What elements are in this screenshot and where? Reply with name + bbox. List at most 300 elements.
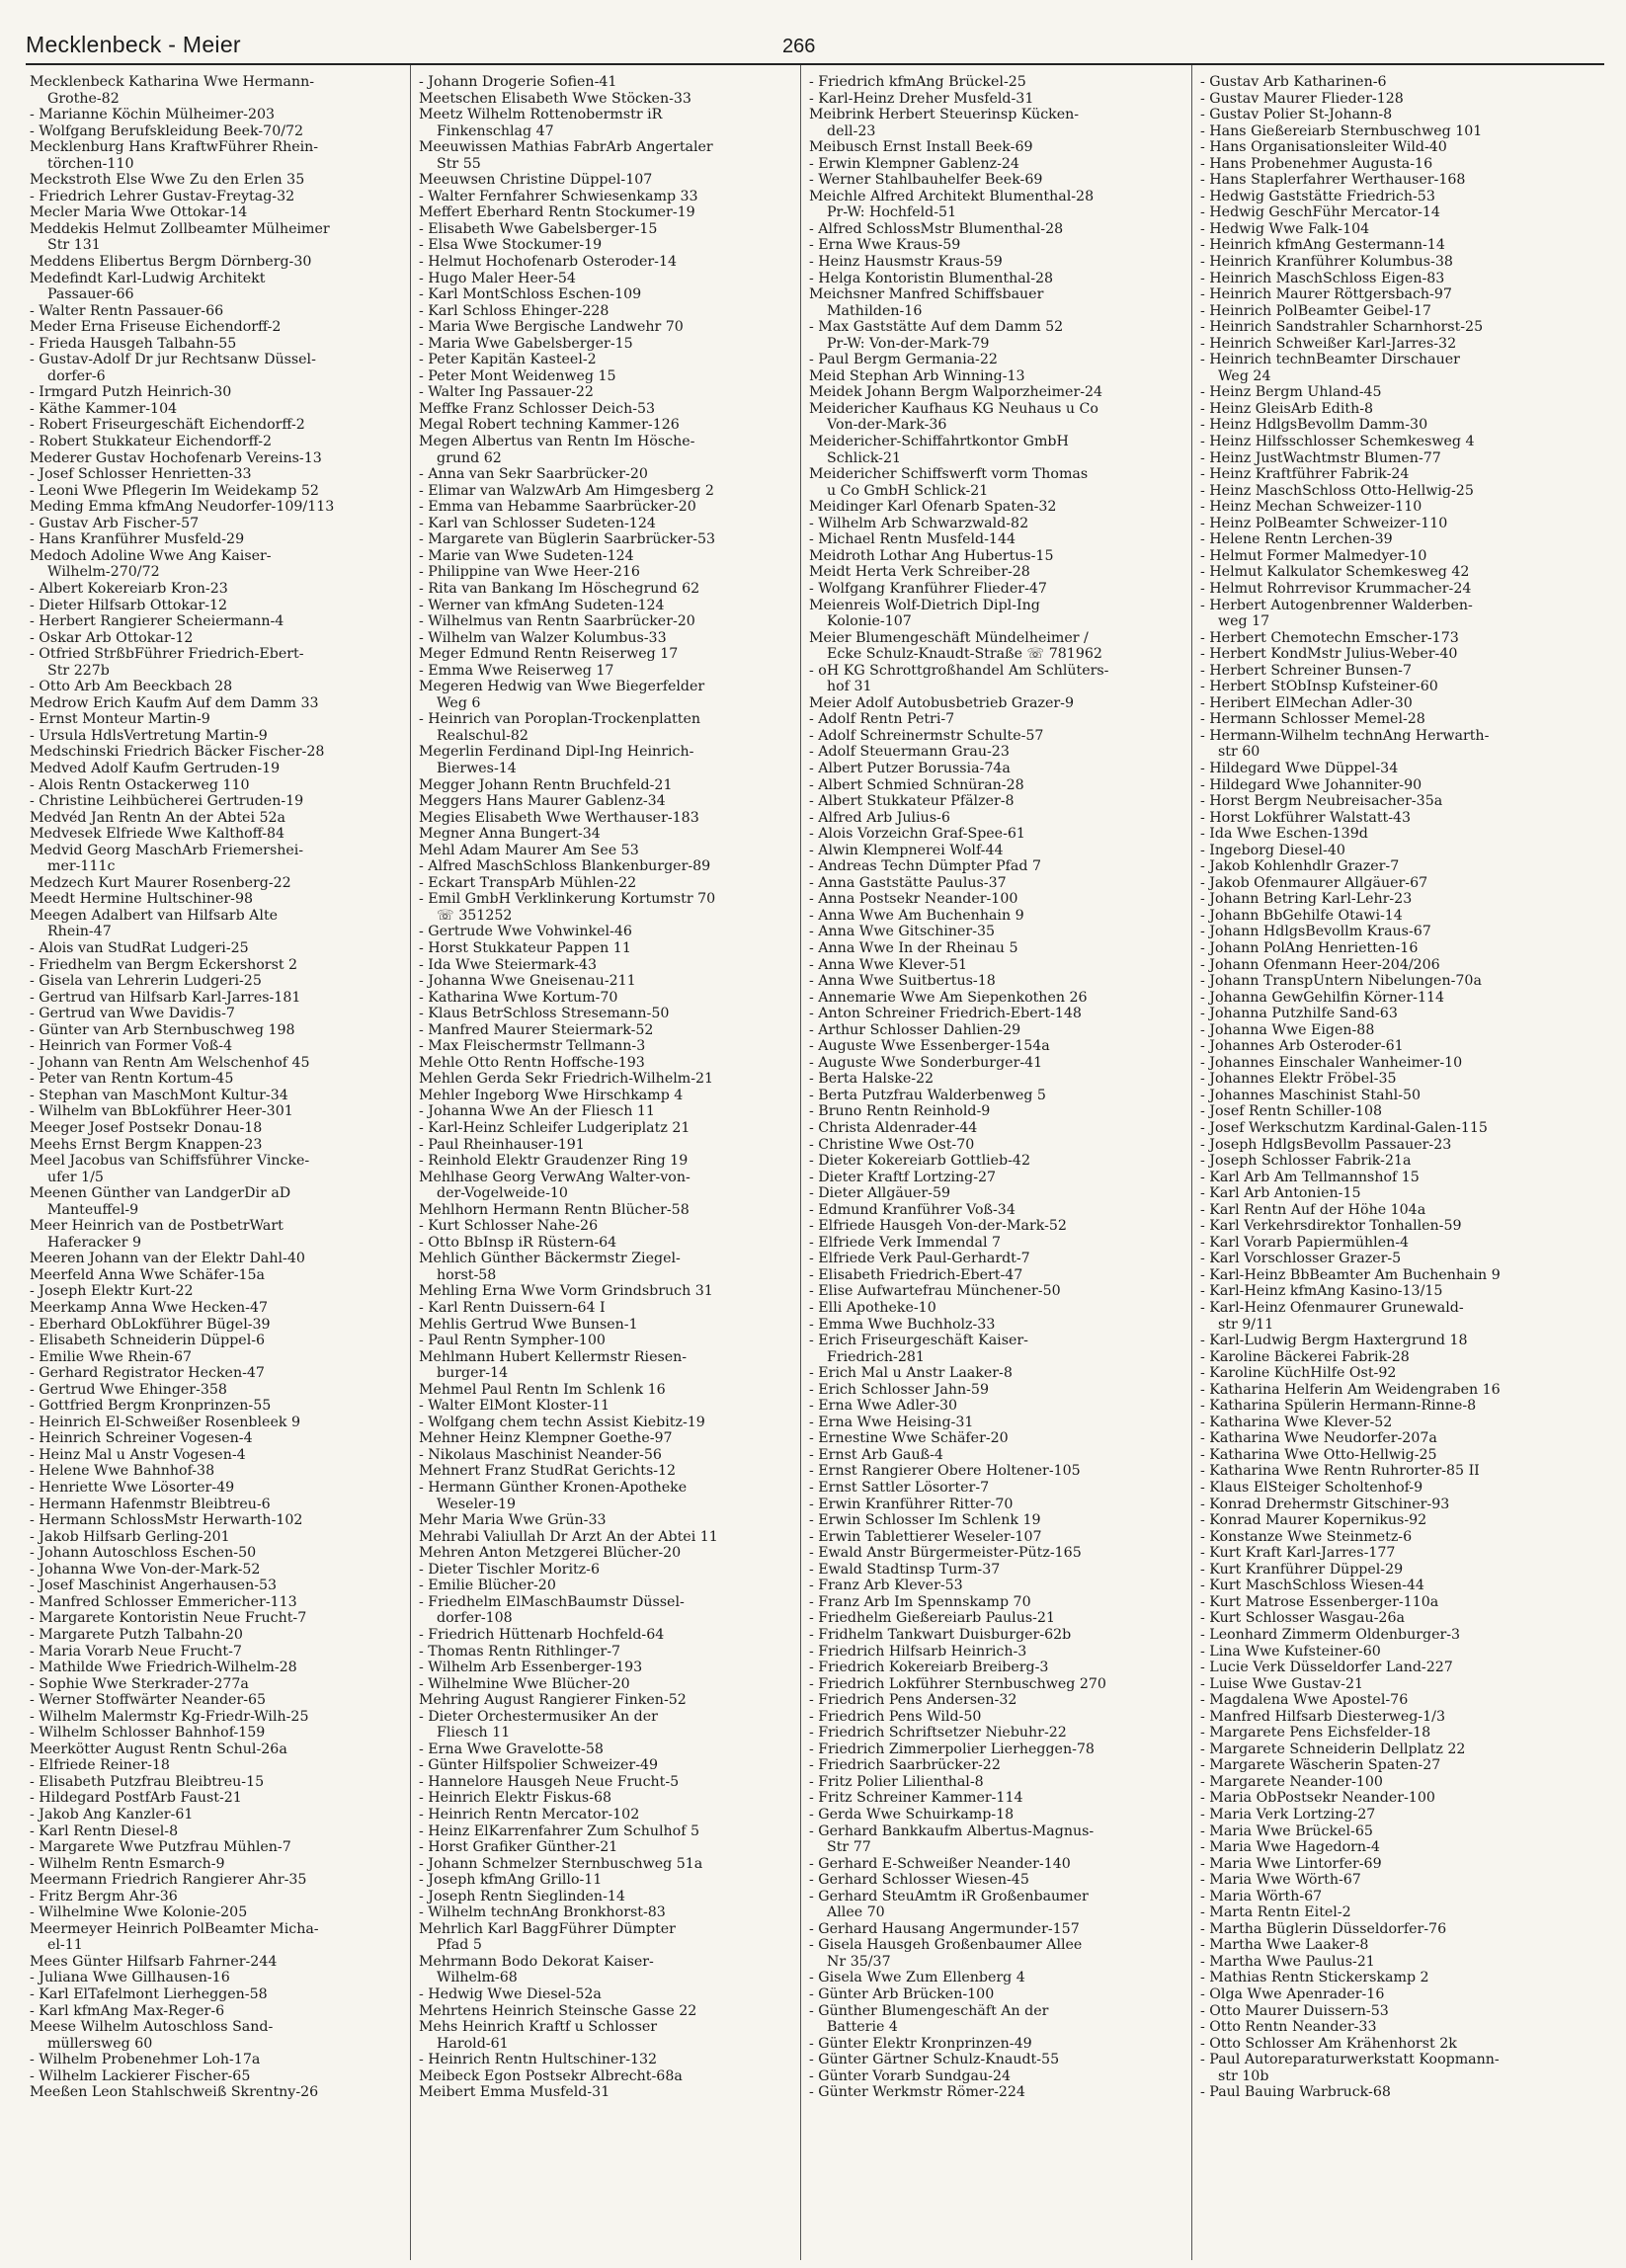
entry-line: - Friedhelm van Bergm Eckershorst 2	[30, 956, 298, 973]
directory-entry	[30, 450, 410, 467]
directory-entry	[30, 204, 410, 221]
entry-line: - Johann PolAng Henrietten-16	[1200, 939, 1419, 956]
entry-line: - Klaus BetrSchloss Stresemann-50	[419, 1006, 670, 1022]
directory-entry	[30, 973, 410, 990]
directory-entry	[1200, 630, 1581, 647]
entry-line: - Johann Ofenmann Heer-204/206	[1200, 956, 1440, 973]
directory-entry	[30, 613, 410, 630]
entry-line: Mehlen Gerda Sekr Friedrich-Wilhelm-21	[419, 1071, 714, 1088]
directory-entry	[809, 384, 1189, 401]
entry-line: - Karl Vorarb Papiermühlen-4	[1200, 1234, 1410, 1251]
entry-line: - Wolfgang Kranführer Flieder-47	[809, 580, 1047, 597]
entry-line: - Mathias Rentn Stickerskamp 2	[1200, 1970, 1429, 1986]
entry-line: Meeger Josef Postsekr Donau-18	[30, 1120, 263, 1136]
entry-line: - Katharina Spülerin Hermann-Rinne-8	[1200, 1398, 1477, 1415]
entry-line: Meermann Friedrich Rangierer Ahr-35	[30, 1872, 307, 1889]
directory-entry	[1200, 1103, 1581, 1120]
directory-column-2	[419, 74, 799, 2101]
directory-entry	[30, 2003, 410, 2020]
entry-line: - Karl Arb Am Tellmannshof 15	[1200, 1169, 1420, 1185]
directory-entry	[30, 695, 410, 712]
entry-line: - Ernst Arb Gauß-4	[809, 1446, 943, 1463]
entry-line: - Hedwig Wwe Diesel-52a	[419, 1985, 602, 2002]
entry-line: - Olga Wwe Apenrader-16	[1200, 1985, 1385, 2002]
entry-continuation: Fliesch 11	[437, 1725, 511, 1742]
entry-line: - Mathilde Wwe Friedrich-Wilhelm-28	[30, 1660, 297, 1676]
directory-entry	[809, 1447, 1189, 1464]
entry-continuation: ☏ 351252	[437, 907, 513, 924]
directory-entry	[419, 663, 799, 680]
entry-continuation: Str 227b	[47, 662, 110, 679]
entry-line: - Hans Organisationsleiter Wild-40	[1200, 139, 1447, 156]
entry-line: - Peter Mont Weidenweg 15	[419, 367, 616, 384]
entry-line: - Jakob Ang Kanzler-61	[30, 1806, 194, 1822]
entry-line: - Karl Verkehrsdirektor Tonhallen-59	[1200, 1218, 1462, 1235]
entry-line: - Wolfgang Berufskleidung Beek-70/72	[30, 122, 304, 139]
entry-line: - Juliana Wwe Gillhausen-16	[30, 1970, 230, 1986]
directory-entry	[1200, 1709, 1581, 1726]
entry-line: - Maria Wwe Bergische Landwehr 70	[419, 319, 684, 336]
directory-entry	[809, 1660, 1189, 1676]
directory-entry	[419, 1954, 799, 1986]
directory-entry	[419, 957, 799, 974]
entry-line: - Margarete Neander-100	[1200, 1773, 1383, 1790]
directory-entry	[30, 1839, 410, 1856]
directory-entry	[1200, 1218, 1581, 1235]
entry-line: - Paul Bauing Warbruck-68	[1200, 2084, 1391, 2101]
directory-entry	[419, 1512, 799, 1529]
entry-line: - Fritz Polier Lilienthal-8	[809, 1773, 984, 1790]
entry-line: Meddens Elibertus Bergm Dörnberg-30	[30, 254, 312, 271]
directory-entry	[30, 679, 410, 695]
entry-line: - Gustav Polier St-Johann-8	[1200, 107, 1393, 123]
entry-line: - Gerhard Schlosser Wiesen-45	[809, 1872, 1029, 1889]
entry-line: - Dieter Tischler Moritz-6	[419, 1561, 600, 1578]
entry-line: Medrow Erich Kaufm Auf dem Damm 33	[30, 694, 319, 711]
directory-entry	[419, 107, 799, 139]
directory-entry	[1200, 417, 1581, 434]
entry-line: - Heinrich Schweißer Karl-Jarres-32	[1200, 335, 1457, 352]
entry-line: - Jakob Kohlenhdlr Grazer-7	[1200, 858, 1400, 875]
entry-line: - Werner Stahlbauhelfer Beek-69	[809, 172, 1043, 189]
entry-continuation: str 60	[1218, 744, 1260, 761]
entry-line: - Stephan van MaschMont Kultur-34	[30, 1087, 288, 1103]
directory-entry	[809, 352, 1189, 368]
directory-entry	[809, 940, 1189, 957]
entry-line: - Anna Gaststätte Paulus-37	[809, 874, 1007, 891]
entry-line: - Walter Fernfahrer Schwiesenkamp 33	[419, 188, 698, 204]
directory-entry	[419, 826, 799, 843]
entry-continuation: Realschul-82	[437, 727, 528, 744]
entry-line: - Annemarie Wwe Am Siepenkothen 26	[809, 989, 1088, 1006]
entry-line: - Heinrich kfmAng Gestermann-14	[1200, 237, 1445, 254]
entry-line: - Elfriede Verk Immendal 7	[809, 1234, 1002, 1251]
directory-entry	[1200, 1120, 1581, 1137]
entry-continuation: müllersweg 60	[47, 2035, 153, 2052]
directory-entry	[30, 1038, 410, 1055]
entry-line: - Maria Verk Lortzing-27	[1200, 1806, 1376, 1822]
entry-line: Meibrink Herbert Steuerinsp Kücken-	[809, 107, 1080, 123]
directory-entry	[419, 777, 799, 794]
entry-line: - Adolf Schreinermstr Schulte-57	[809, 727, 1044, 744]
directory-entry	[809, 237, 1189, 254]
entry-line: - Günter Vorarb Sundgau-24	[809, 2067, 1011, 2084]
directory-entry	[809, 1267, 1189, 1284]
directory-entry	[809, 189, 1189, 221]
entry-line: - Herbert Autogenbrenner Walderben-	[1200, 597, 1473, 613]
directory-entry	[809, 581, 1189, 598]
entry-line: - Anton Schreiner Friedrich-Ebert-148	[809, 1006, 1082, 1022]
directory-entry	[419, 1038, 799, 1055]
entry-line: - Heinrich Sandstrahler Scharnhorst-25	[1200, 319, 1484, 336]
directory-entry	[1200, 2036, 1581, 2053]
directory-entry	[1200, 1660, 1581, 1676]
entry-line: - Karoline KüchHilfe Ost-92	[1200, 1365, 1397, 1382]
directory-entry	[419, 1807, 799, 1823]
directory-entry	[419, 1055, 799, 1072]
directory-entry	[809, 368, 1189, 385]
directory-entry	[1200, 728, 1581, 761]
entry-continuation: el-11	[47, 1937, 83, 1954]
entry-line: Meger Edmund Rentn Reiserweg 17	[419, 646, 679, 663]
directory-entry	[809, 221, 1189, 238]
directory-entry	[419, 2068, 799, 2085]
directory-entry	[809, 826, 1189, 843]
directory-entry	[30, 630, 410, 647]
entry-line: - Johannes Maschinist Stahl-50	[1200, 1087, 1422, 1103]
directory-entry	[30, 1497, 410, 1513]
entry-line: - Hedwig GeschFühr Mercator-14	[1200, 204, 1440, 221]
entry-line: - Anna van Sekr Saarbrücker-20	[419, 466, 648, 483]
entry-line: - Gisela Wwe Zum Ellenberg 4	[809, 1970, 1025, 1986]
directory-entry	[419, 466, 799, 483]
directory-entry	[1200, 843, 1581, 859]
entry-line: Meibert Emma Musfeld-31	[419, 2084, 610, 2101]
entry-continuation: Harold-61	[437, 2035, 509, 2052]
directory-entry	[809, 1578, 1189, 1594]
directory-entry	[1200, 858, 1581, 875]
directory-entry	[1200, 1398, 1581, 1415]
directory-entry	[419, 564, 799, 581]
entry-line: - Wilhelm Arb Essenberger-193	[419, 1660, 643, 1676]
directory-entry	[419, 1856, 799, 1873]
directory-entry	[809, 875, 1189, 892]
directory-entry	[419, 646, 799, 663]
entry-line: - Ewald Stadtinsp Turm-37	[809, 1561, 1001, 1578]
directory-entry	[809, 1709, 1189, 1726]
directory-entry	[1200, 107, 1581, 123]
directory-entry	[419, 1317, 799, 1334]
entry-line: - Johannes Elektr Fröbel-35	[1200, 1071, 1397, 1088]
entry-line: - Auguste Wwe Sonderburger-41	[809, 1054, 1043, 1071]
entry-line: - Marianne Köchin Mülheimer-203	[30, 107, 276, 123]
entry-line: - Friedrich Zimmerpolier Lierheggen-78	[809, 1741, 1095, 1757]
entry-line: - Robert Friseurgeschäft Eichendorff-2	[30, 417, 305, 434]
entry-line: - Karl-Heinz BbBeamter Am Buchenhain 9	[1200, 1266, 1501, 1283]
entry-continuation: Schlick-21	[827, 449, 902, 466]
entry-line: - Margarete Pens Eichsfelder-18	[1200, 1725, 1431, 1742]
entry-line: - Margarete Wwe Putzfrau Mühlen-7	[30, 1839, 291, 1856]
entry-line: - Alwin Klempnerei Wolf-44	[809, 842, 1004, 858]
entry-line: Meibeck Egon Postsekr Albrecht-68a	[419, 2067, 683, 2084]
entry-line: - Johann van Rentn Am Welschenhof 45	[30, 1054, 310, 1071]
directory-entry	[419, 1088, 799, 1104]
entry-line: - Johanna Wwe Gneisenau-211	[419, 973, 636, 990]
entry-line: Meese Wilhelm Autoschloss Sand-	[30, 2019, 274, 2036]
entry-line: - Hildegard Wwe Johanniter-90	[1200, 776, 1423, 793]
entry-continuation: str 9/11	[1218, 1316, 1274, 1333]
directory-entry	[419, 1757, 799, 1774]
directory-entry	[1200, 891, 1581, 908]
directory-entry	[419, 303, 799, 320]
directory-entry	[1200, 352, 1581, 384]
entry-line: Meerkötter August Rentn Schul-26a	[30, 1741, 287, 1757]
directory-entry	[809, 957, 1189, 974]
directory-entry	[30, 581, 410, 598]
directory-entry	[809, 1986, 1189, 2003]
directory-entry	[30, 466, 410, 483]
entry-line: Meichsner Manfred Schiffsbauer	[809, 286, 1044, 303]
entry-line: Mehring August Rangierer Finken-52	[419, 1692, 687, 1709]
directory-entry	[809, 1742, 1189, 1758]
entry-line: - Manfred Maurer Steiermark-52	[419, 1021, 654, 1038]
entry-line: - Maria Wwe Hagedorn-4	[1200, 1839, 1380, 1856]
directory-entry	[419, 172, 799, 189]
entry-line: - Johann Betring Karl-Lehr-23	[1200, 891, 1413, 908]
directory-entry	[30, 1071, 410, 1088]
entry-line: Mehrabi Valiullah Dr Arzt An der Abtei 11	[419, 1528, 718, 1545]
directory-entry	[1200, 303, 1581, 320]
entry-continuation: Passauer-66	[47, 286, 134, 303]
directory-column-4	[1200, 74, 1581, 2101]
entry-line: - Otto Maurer Duissern-53	[1200, 2002, 1389, 2019]
entry-line: - Leonhard Zimmerm Oldenburger-3	[1200, 1626, 1461, 1643]
entry-continuation: dell-23	[827, 122, 876, 139]
entry-line: - Margarete Wäscherin Spaten-27	[1200, 1757, 1441, 1774]
directory-entry	[419, 940, 799, 957]
directory-entry	[809, 74, 1189, 91]
directory-entry	[809, 1365, 1189, 1382]
directory-entry	[1200, 1742, 1581, 1758]
entry-line: - Käthe Kammer-104	[30, 400, 178, 417]
directory-entry	[30, 1742, 410, 1758]
entry-line: - Adolf Rentn Petri-7	[809, 711, 955, 728]
directory-entry	[1200, 483, 1581, 500]
directory-entry	[1200, 598, 1581, 630]
directory-entry	[809, 1856, 1189, 1873]
entry-line: - oH KG Schrottgroßhandel Am Schlüters-	[809, 662, 1109, 679]
directory-entry	[30, 1415, 410, 1431]
entry-line: - Emilie Blücher-20	[419, 1578, 556, 1594]
entry-line: Mehlmann Hubert Kellermstr Riesen-	[419, 1348, 688, 1365]
entry-line: - Joseph Schlosser Fabrik-21a	[1200, 1153, 1412, 1170]
directory-entry	[30, 384, 410, 401]
directory-entry	[419, 581, 799, 598]
directory-entry	[30, 1676, 410, 1693]
directory-column-1	[30, 74, 410, 2101]
directory-entry	[30, 761, 410, 777]
entry-line: - Erich Schlosser Jahn-59	[809, 1381, 989, 1398]
directory-entry	[1200, 564, 1581, 581]
directory-entry	[419, 875, 799, 892]
entry-continuation: Wilhelm-68	[437, 1970, 518, 1986]
directory-entry	[30, 777, 410, 794]
directory-entry	[1200, 1447, 1581, 1464]
directory-entry	[809, 1823, 1189, 1856]
entry-line: - Elfriede Reiner-18	[30, 1757, 170, 1774]
entry-line: - Friedrich Pens Andersen-32	[809, 1692, 1017, 1709]
entry-line: Mehlis Gertrud Wwe Bunsen-1	[419, 1316, 638, 1333]
entry-continuation: hof 31	[827, 679, 872, 695]
entry-line: Meidericher Schiffswerft vorm Thomas	[809, 466, 1089, 483]
entry-line: - Gerhard Registrator Hecken-47	[30, 1365, 265, 1382]
directory-entry	[809, 1137, 1189, 1154]
entry-line: - Helmut Kalkulator Schemkesweg 42	[1200, 564, 1470, 581]
entry-line: - Erich Mal u Anstr Laaker-8	[809, 1365, 1013, 1382]
entry-line: - Albert Putzer Borussia-74a	[809, 760, 1011, 776]
directory-entry	[809, 891, 1189, 908]
entry-line: - Hedwig Gaststätte Friedrich-53	[1200, 188, 1435, 204]
directory-entry	[419, 319, 799, 336]
entry-line: - Erwin Tablettierer Weseler-107	[809, 1528, 1042, 1545]
entry-line: - Friedrich Lokführer Sternbuschweg 270	[809, 1675, 1106, 1692]
entry-line: - Marta Rentn Eitel-2	[1200, 1904, 1351, 1921]
directory-entry	[809, 1480, 1189, 1497]
directory-entry	[419, 1578, 799, 1594]
entry-line: - Gisela van Lehrerin Ludgeri-25	[30, 973, 262, 990]
directory-entry	[419, 1774, 799, 1791]
entry-line: - Joseph Rentn Sieglinden-14	[419, 1888, 625, 1904]
directory-entry	[809, 761, 1189, 777]
entry-line: - Johann Drogerie Sofien-41	[419, 74, 617, 90]
entry-line: - Horst Bergm Neubreisacher-35a	[1200, 793, 1443, 810]
entry-line: - Franz Arb Im Spennskamp 70	[809, 1593, 1031, 1610]
directory-entry	[419, 74, 799, 91]
header-rule	[26, 63, 1604, 65]
entry-line: - Emma van Hebamme Saarbrücker-20	[419, 499, 696, 516]
entry-line: - Erich Friseurgeschäft Kaiser-	[809, 1333, 1028, 1349]
entry-line: - Albert Kokereiarb Kron-23	[30, 580, 228, 597]
entry-line: Mecler Maria Wwe Ottokar-14	[30, 204, 248, 221]
directory-entry	[809, 434, 1189, 466]
directory-entry	[30, 1757, 410, 1774]
directory-entry	[1200, 940, 1581, 957]
entry-line: - Günter Gärtner Schulz-Knaudt-55	[809, 2052, 1060, 2068]
directory-entry	[1200, 1774, 1581, 1791]
directory-entry	[30, 891, 410, 908]
entry-line: - Hugo Maler Heer-54	[419, 270, 576, 286]
entry-line: - Johanna Putzhilfe Sand-63	[1200, 1006, 1398, 1022]
directory-entry	[809, 695, 1189, 712]
directory-entry	[419, 254, 799, 271]
entry-line: - Eberhard ObLokführer Bügel-39	[30, 1316, 271, 1333]
entry-line: - Herbert StObInsp Kufsteiner-60	[1200, 679, 1438, 695]
entry-line: - Horst Lokführer Walstatt-43	[1200, 809, 1412, 826]
directory-entry	[1200, 1856, 1581, 1873]
directory-entry	[809, 744, 1189, 761]
directory-entry	[419, 2019, 799, 2052]
column-divider	[410, 65, 411, 2260]
directory-entry	[809, 1692, 1189, 1709]
entry-line: - Luise Wwe Gustav-21	[1200, 1675, 1363, 1692]
entry-line: - Johann HdlgsBevollm Kraus-67	[1200, 924, 1431, 940]
entry-line: Meding Emma kfmAng Neudorfer-109/113	[30, 499, 335, 516]
entry-line: - Helga Kontoristin Blumenthal-28	[809, 270, 1054, 286]
directory-entry	[419, 352, 799, 368]
directory-entry	[419, 679, 799, 711]
directory-entry	[30, 2019, 410, 2052]
entry-line: Meetschen Elisabeth Wwe Stöcken-33	[419, 90, 691, 107]
directory-entry	[419, 1709, 799, 1742]
entry-line: - Wilhelm Lackierer Fischer-65	[30, 2067, 251, 2084]
entry-line: - Günter Werkmstr Römer-224	[809, 2084, 1025, 2101]
directory-entry	[30, 434, 410, 450]
directory-entry	[30, 74, 410, 107]
entry-line: - Edmund Kranführer Voß-34	[809, 1201, 1016, 1218]
entry-continuation: Str 55	[437, 155, 481, 172]
directory-entry	[30, 2052, 410, 2068]
directory-entry	[419, 1790, 799, 1807]
entry-line: Meidericher-Schiffahrtkontor GmbH	[809, 434, 1069, 450]
directory-entry	[419, 924, 799, 940]
entry-continuation: Von-der-Mark-36	[827, 417, 947, 434]
directory-entry	[1200, 1055, 1581, 1072]
directory-entry	[809, 91, 1189, 108]
directory-entry	[1200, 1006, 1581, 1022]
directory-entry	[419, 1137, 799, 1154]
entry-line: - Herbert Rangierer Scheiermann-4	[30, 613, 285, 630]
entry-line: - Anna Wwe Suitbertus-18	[809, 973, 996, 990]
entry-line: Megen Albertus van Rentn Im Hösche-	[419, 434, 695, 450]
entry-line: - Karl Rentn Auf der Höhe 104a	[1200, 1201, 1426, 1218]
entry-line: - Karl kfmAng Max-Reger-6	[30, 2002, 225, 2019]
entry-line: - Karl van Schlosser Sudeten-124	[419, 515, 656, 531]
directory-entry	[1200, 1725, 1581, 1742]
entry-line: Medefindt Karl-Ludwig Architekt	[30, 270, 266, 286]
entry-line: - Irmgard Putzh Heinrich-30	[30, 384, 232, 401]
directory-entry	[419, 1251, 799, 1283]
directory-entry	[1200, 1415, 1581, 1431]
entry-line: - Ernestine Wwe Schäfer-20	[809, 1430, 1009, 1447]
directory-entry	[809, 1202, 1189, 1219]
directory-entry	[1200, 1430, 1581, 1447]
entry-continuation: Pr-W: Hochfeld-51	[827, 204, 957, 221]
entry-line: - Wilhelmus van Rentn Saarbrücker-20	[419, 613, 695, 630]
entry-line: - Helmut Former Malmedyer-10	[1200, 547, 1427, 564]
directory-entry	[1200, 172, 1581, 189]
entry-line: Megger Johann Rentn Bruchfeld-21	[419, 776, 673, 793]
directory-entry	[30, 1185, 410, 1218]
directory-entry	[809, 1644, 1189, 1660]
directory-entry	[1200, 434, 1581, 450]
entry-line: - Magdalena Wwe Apostel-76	[1200, 1692, 1409, 1709]
directory-entry	[809, 777, 1189, 794]
entry-line: Mehren Anton Metzgerei Blücher-20	[419, 1545, 682, 1562]
entry-line: Meeßen Leon Stahlschweiß Skrentny-26	[30, 2084, 319, 2101]
entry-line: - Maria Wwe Brückel-65	[1200, 1822, 1373, 1839]
directory-entry	[809, 1889, 1189, 1921]
entry-line: - Karl-Heinz kfmAng Kasino-13/15	[1200, 1283, 1443, 1300]
directory-entry	[30, 711, 410, 728]
entry-line: - Wilhelm Probenehmer Loh-17a	[30, 2052, 261, 2068]
entry-line: - Friedhelm Gießereiarb Paulus-21	[809, 1610, 1055, 1627]
directory-entry	[419, 843, 799, 859]
directory-entry	[809, 990, 1189, 1007]
entry-line: - Karl-Ludwig Bergm Haxtergrund 18	[1200, 1333, 1468, 1349]
entry-line: Medoch Adoline Wwe Ang Kaiser-	[30, 547, 272, 564]
directory-entry	[809, 319, 1189, 352]
directory-entry	[30, 1904, 410, 1921]
